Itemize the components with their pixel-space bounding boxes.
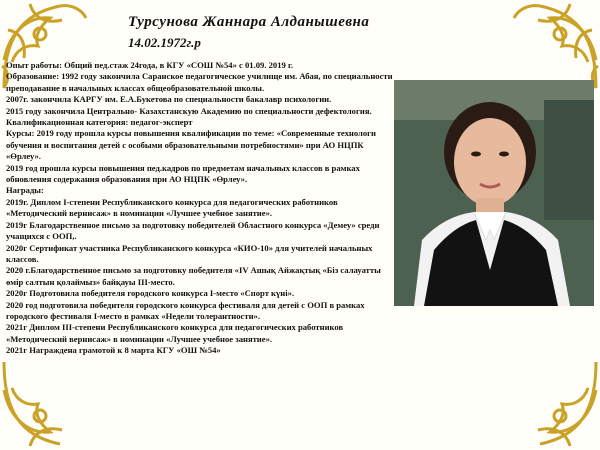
bio-paragraph: Образование: 1992 году закончила Саранское педагогическое училище им. Абая, по специальности преподавание в начальных классах общеобразовательной школы. <box>6 71 393 93</box>
bio-paragraph: 2020г Сертификат участника Республиканского конкурса «КИО-10» для учителей начальных классов. <box>6 242 373 264</box>
corner-ornament-icon <box>0 358 92 450</box>
bio-paragraph: 2020 г.Благодарственное письмо за подготовку победителя «IV Ашық Айжақтық «Біз салауатты өмір салтын қолаймыз» байқауы III-место. <box>6 265 381 287</box>
bio-paragraph: 2007г. закончила КАРГУ им. Е.А.Букетова по специальности бакалавр психологии. <box>6 94 332 105</box>
portrait-icon <box>394 80 594 306</box>
bio-paragraph: 2019 год прошла курсы повышения пед.кадров по предметам начальных классов в рамках обновления содержания образования при АО НЦПК «Өрлеу». <box>6 162 360 185</box>
bio-paragraph: 2020 год подготовила победителя городского конкурса фестиваля для детей с ООП в рамках городского фестиваля I-место в рамках «Недели толерантности». <box>6 299 365 321</box>
portrait-photo <box>394 80 594 306</box>
birth-date: 14.02.1972г.р <box>128 35 201 50</box>
bio-paragraph: Награды: <box>6 185 44 196</box>
bio-paragraph: 2019г. Диплом I-степени Республиканского конкурса для педагогических работников «Методический вернисаж» в номинации «Лучшее учебное занятие». <box>6 196 338 219</box>
corner-ornament-icon <box>508 0 600 92</box>
bio-paragraph: Опыт работы: Общий пед.стаж 24года, в КГУ «СОШ №54» с 01.09. 2019 г. <box>6 60 294 70</box>
bio-paragraph: 2015 году закончила Центрально- Казахстанскую Академию по специальности дефектология. <box>6 105 372 116</box>
bio-paragraph: Курсы: 2019 году прошла курсы повышения квалификации по теме: «Современные технологи обучения и воспитания детей с особыми образовательными потребностями» при АО НЦПК «Өрлеу». <box>6 128 376 162</box>
bio-paragraph: 2019г Благодарственное письмо за подготовку победителей Областного конкурса «Демеу» среди учащихся с ООП,. <box>6 219 380 242</box>
bio-paragraph: 2021г Диплом III-степени Республиканского конкурса для педагогических работников «Методический вернисаж» в номинации «Лучшее учебное занятие». <box>6 322 344 344</box>
bio-paragraph: Квалификационная категория: педагог-эксперт <box>6 117 193 128</box>
person-name: Турсунова Жаннара Алданышевна <box>128 14 370 30</box>
biography-text <box>6 60 394 357</box>
corner-ornament-icon <box>508 358 600 450</box>
bio-paragraph: 2021г Награждена грамотой к 8 марта КГУ «ОШ №54» <box>6 345 221 356</box>
bio-paragraph: 2020г Подготовила победителя городского конкурса I-место «Спорт күні». <box>6 288 295 299</box>
